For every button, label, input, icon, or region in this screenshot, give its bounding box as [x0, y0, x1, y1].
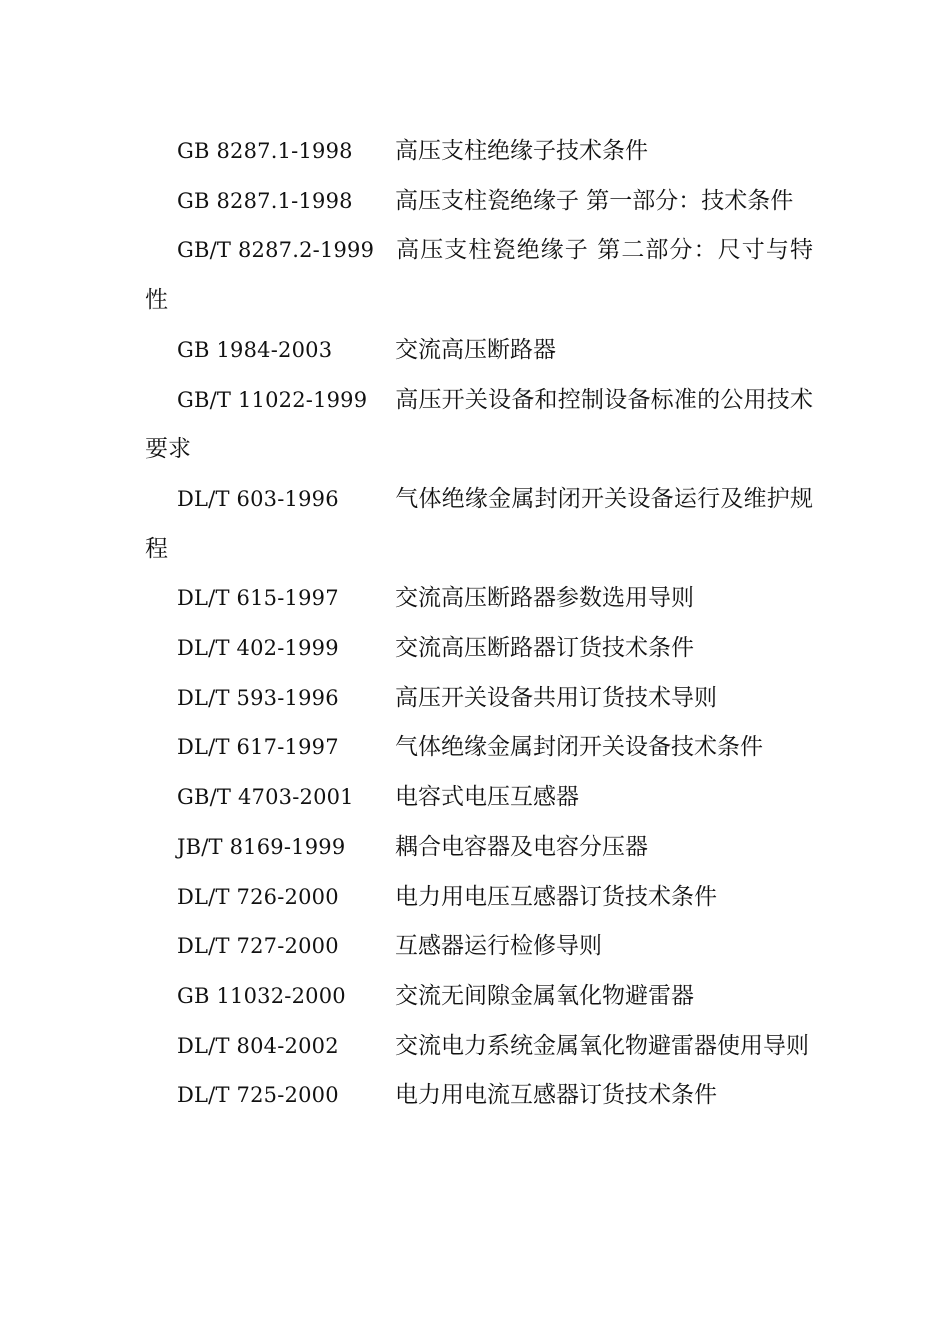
- standard-title: 电容式电压互感器: [395, 784, 579, 811]
- standard-title: 气体绝缘金属封闭开关设备技术条件: [395, 734, 763, 761]
- standard-code: GB/T 11022-1999: [177, 387, 368, 412]
- standard-entry: [145, 177, 813, 227]
- standard-entry: [145, 922, 813, 972]
- standard-entry: [145, 1022, 813, 1072]
- standard-code: DL/T 617-1997: [177, 735, 339, 760]
- standard-code: DL/T 727-2000: [177, 934, 339, 959]
- standard-code: DL/T 615-1997: [177, 586, 339, 611]
- standard-entry: [145, 127, 813, 177]
- standard-entry: [145, 773, 813, 823]
- standard-title: 互感器运行检修导则: [395, 933, 602, 960]
- standard-title: 高压开关设备和控制设备标准的公用技术要求: [145, 386, 813, 463]
- standard-title: 高压支柱绝缘子技术条件: [395, 138, 648, 164]
- standard-code: GB/T 8287.2-1999: [177, 238, 375, 263]
- standard-title: 气体绝缘金属封闭开关设备运行及维护规程: [145, 485, 813, 562]
- standard-title: 电力用电流互感器订货技术条件: [395, 1082, 717, 1109]
- standard-entry: [145, 226, 813, 325]
- standard-code: GB 8287.1-1998: [177, 139, 353, 163]
- standard-title: 高压支柱瓷绝缘子 第二部分：尺寸与特性: [145, 237, 813, 314]
- standard-title: 交流高压断路器: [395, 336, 556, 363]
- standard-entry: [145, 723, 813, 773]
- standard-entry: [145, 972, 813, 1022]
- standard-title: 电力用电压互感器订货技术条件: [395, 883, 717, 910]
- standard-title: 高压开关设备共用订货技术导则: [395, 684, 717, 711]
- standard-entry: [145, 376, 813, 475]
- standard-code: DL/T 402-1999: [177, 636, 339, 661]
- standard-code: DL/T 603-1996: [177, 486, 339, 511]
- standard-entry: [145, 475, 813, 574]
- standard-code: GB/T 4703-2001: [177, 785, 354, 810]
- standard-title: 高压支柱瓷绝缘子 第一部分：技术条件: [395, 187, 794, 214]
- standard-entry: [145, 674, 813, 724]
- standard-code: GB 11032-2000: [177, 983, 346, 1008]
- standard-code: GB 8287.1-1998: [177, 188, 353, 213]
- standard-entry: [145, 624, 813, 674]
- standard-code: DL/T 725-2000: [177, 1083, 339, 1108]
- standard-title: 耦合电容器及电容分压器: [395, 833, 648, 860]
- standard-title: 交流电力系统金属氧化物避雷器使用导则: [395, 1032, 809, 1059]
- standards-list: [145, 127, 813, 1121]
- standard-code: DL/T 593-1996: [177, 685, 339, 710]
- standard-title: 交流无间隙金属氧化物避雷器: [395, 982, 694, 1009]
- standard-code: GB 1984-2003: [177, 337, 333, 362]
- standard-code: DL/T 726-2000: [177, 884, 339, 909]
- standard-entry: [145, 823, 813, 873]
- standard-title: 交流高压断路器订货技术条件: [395, 635, 694, 662]
- standard-code: DL/T 804-2002: [177, 1033, 339, 1058]
- standard-code: JB/T 8169-1999: [177, 834, 346, 859]
- standard-entry: [145, 1071, 813, 1121]
- standard-entry: [145, 326, 813, 376]
- standard-entry: [145, 873, 813, 923]
- standard-entry: [145, 574, 813, 624]
- standard-title: 交流高压断路器参数选用导则: [395, 585, 694, 612]
